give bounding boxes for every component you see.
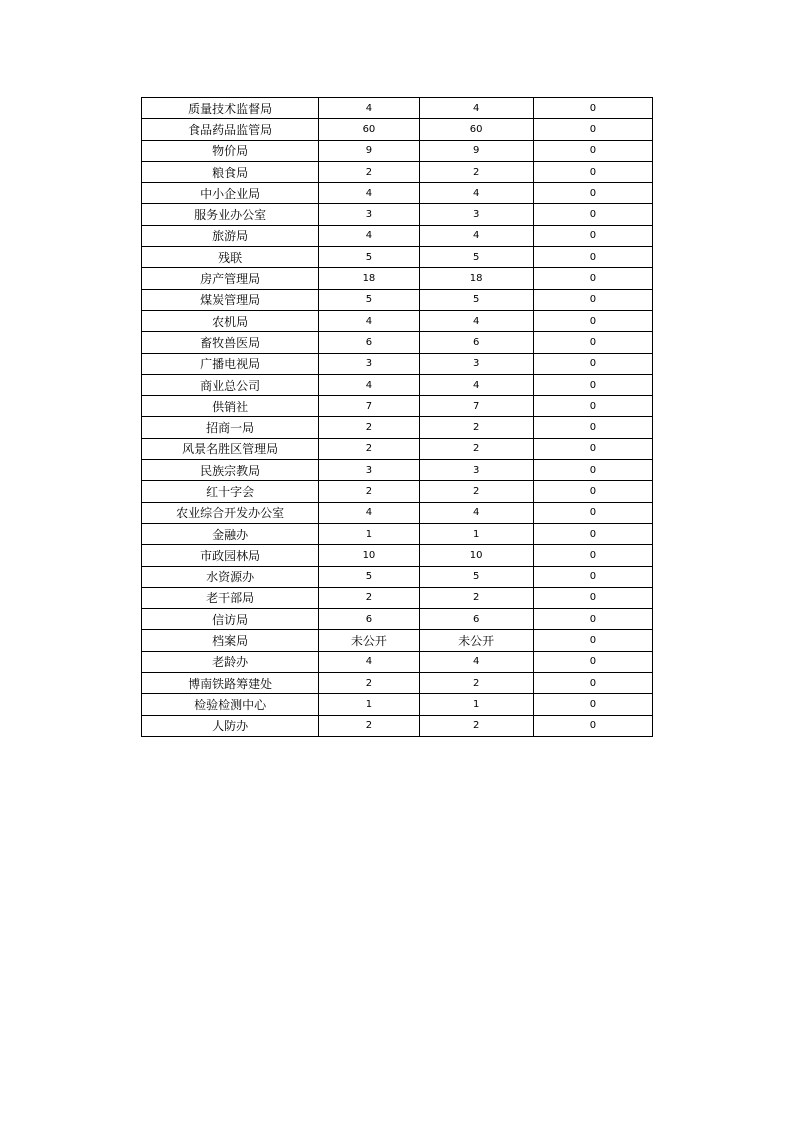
department-name-cell: 旅游局: [142, 225, 319, 246]
value-cell-1: 2: [319, 715, 419, 736]
value-cell-3: 0: [533, 609, 652, 630]
table-row: [142, 225, 653, 246]
value-cell-1: 6: [319, 332, 419, 353]
value-cell-3: 0: [533, 247, 652, 268]
department-name-cell: 档案局: [142, 630, 319, 651]
value-cell-2: 1: [419, 694, 533, 715]
table-row: [142, 161, 653, 182]
value-cell-2: 3: [419, 353, 533, 374]
value-cell-1: 4: [319, 374, 419, 395]
value-cell-3: 0: [533, 161, 652, 182]
value-cell-2: 60: [419, 119, 533, 140]
value-cell-3: 0: [533, 225, 652, 246]
table-row: [142, 630, 653, 651]
department-name-cell: 市政园林局: [142, 545, 319, 566]
value-cell-1: 2: [319, 481, 419, 502]
value-cell-2: 2: [419, 715, 533, 736]
value-cell-2: 4: [419, 310, 533, 331]
value-cell-1: 2: [319, 587, 419, 608]
value-cell-3: 0: [533, 438, 652, 459]
value-cell-2: 10: [419, 545, 533, 566]
value-cell-2: 18: [419, 268, 533, 289]
value-cell-1: 4: [319, 183, 419, 204]
department-name-cell: 招商一局: [142, 417, 319, 438]
table-row: [142, 715, 653, 736]
value-cell-3: 0: [533, 694, 652, 715]
department-name-cell: 金融办: [142, 523, 319, 544]
value-cell-3: 0: [533, 353, 652, 374]
value-cell-3: 0: [533, 204, 652, 225]
value-cell-2: 5: [419, 566, 533, 587]
department-name-cell: 红十字会: [142, 481, 319, 502]
department-name-cell: 检验检测中心: [142, 694, 319, 715]
value-cell-3: 0: [533, 268, 652, 289]
department-name-cell: 食品药品监管局: [142, 119, 319, 140]
value-cell-2: 4: [419, 374, 533, 395]
value-cell-1: 4: [319, 502, 419, 523]
value-cell-1: 2: [319, 417, 419, 438]
value-cell-1: 4: [319, 651, 419, 672]
table-row: [142, 651, 653, 672]
table-row: [142, 523, 653, 544]
table-row: [142, 204, 653, 225]
department-name-cell: 煤炭管理局: [142, 289, 319, 310]
value-cell-1: 4: [319, 98, 419, 119]
value-cell-3: 0: [533, 630, 652, 651]
table-row: [142, 502, 653, 523]
value-cell-3: 0: [533, 566, 652, 587]
value-cell-2: 5: [419, 247, 533, 268]
value-cell-3: 0: [533, 374, 652, 395]
value-cell-3: 0: [533, 715, 652, 736]
department-name-cell: 服务业办公室: [142, 204, 319, 225]
value-cell-2: 1: [419, 523, 533, 544]
table-row: [142, 247, 653, 268]
department-name-cell: 信访局: [142, 609, 319, 630]
value-cell-1: 1: [319, 694, 419, 715]
value-cell-1: 6: [319, 609, 419, 630]
value-cell-2: 9: [419, 140, 533, 161]
value-cell-2: 未公开: [419, 630, 533, 651]
table-row: [142, 140, 653, 161]
value-cell-1: 2: [319, 438, 419, 459]
value-cell-2: 4: [419, 183, 533, 204]
value-cell-1: 3: [319, 460, 419, 481]
value-cell-3: 0: [533, 673, 652, 694]
value-cell-2: 2: [419, 481, 533, 502]
value-cell-2: 3: [419, 204, 533, 225]
value-cell-2: 2: [419, 587, 533, 608]
table-row: [142, 183, 653, 204]
department-name-cell: 商业总公司: [142, 374, 319, 395]
department-name-cell: 供销社: [142, 396, 319, 417]
value-cell-1: 5: [319, 566, 419, 587]
value-cell-3: 0: [533, 289, 652, 310]
table-row: [142, 417, 653, 438]
value-cell-3: 0: [533, 332, 652, 353]
value-cell-3: 0: [533, 396, 652, 417]
table-row: [142, 460, 653, 481]
department-name-cell: 风景名胜区管理局: [142, 438, 319, 459]
table-row: [142, 438, 653, 459]
value-cell-2: 7: [419, 396, 533, 417]
value-cell-2: 4: [419, 225, 533, 246]
table-row: [142, 310, 653, 331]
value-cell-1: 10: [319, 545, 419, 566]
value-cell-2: 6: [419, 609, 533, 630]
department-name-cell: 质量技术监督局: [142, 98, 319, 119]
table-row: [142, 587, 653, 608]
department-name-cell: 人防办: [142, 715, 319, 736]
value-cell-2: 4: [419, 502, 533, 523]
value-cell-1: 1: [319, 523, 419, 544]
table-row: [142, 332, 653, 353]
value-cell-1: 未公开: [319, 630, 419, 651]
department-name-cell: 粮食局: [142, 161, 319, 182]
value-cell-3: 0: [533, 460, 652, 481]
table-row: [142, 481, 653, 502]
department-name-cell: 老干部局: [142, 587, 319, 608]
value-cell-3: 0: [533, 183, 652, 204]
value-cell-1: 3: [319, 353, 419, 374]
value-cell-1: 3: [319, 204, 419, 225]
value-cell-2: 6: [419, 332, 533, 353]
value-cell-1: 4: [319, 310, 419, 331]
department-name-cell: 水资源办: [142, 566, 319, 587]
table-row: [142, 396, 653, 417]
value-cell-1: 5: [319, 247, 419, 268]
value-cell-3: 0: [533, 310, 652, 331]
value-cell-3: 0: [533, 545, 652, 566]
table-row: [142, 98, 653, 119]
value-cell-2: 4: [419, 98, 533, 119]
value-cell-2: 3: [419, 460, 533, 481]
value-cell-3: 0: [533, 523, 652, 544]
value-cell-3: 0: [533, 651, 652, 672]
value-cell-2: 2: [419, 417, 533, 438]
value-cell-3: 0: [533, 481, 652, 502]
value-cell-3: 0: [533, 417, 652, 438]
table-row: [142, 609, 653, 630]
department-name-cell: 博南铁路筹建处: [142, 673, 319, 694]
value-cell-1: 60: [319, 119, 419, 140]
value-cell-1: 2: [319, 673, 419, 694]
value-cell-3: 0: [533, 587, 652, 608]
table-row: [142, 353, 653, 374]
table-row: [142, 673, 653, 694]
department-name-cell: 畜牧兽医局: [142, 332, 319, 353]
table-body: [142, 98, 653, 737]
value-cell-1: 5: [319, 289, 419, 310]
department-name-cell: 广播电视局: [142, 353, 319, 374]
department-name-cell: 农机局: [142, 310, 319, 331]
table-row: [142, 694, 653, 715]
value-cell-1: 9: [319, 140, 419, 161]
value-cell-3: 0: [533, 502, 652, 523]
value-cell-2: 4: [419, 651, 533, 672]
value-cell-1: 2: [319, 161, 419, 182]
department-name-cell: 物价局: [142, 140, 319, 161]
table-row: [142, 119, 653, 140]
value-cell-3: 0: [533, 98, 652, 119]
value-cell-1: 4: [319, 225, 419, 246]
value-cell-1: 7: [319, 396, 419, 417]
value-cell-3: 0: [533, 119, 652, 140]
table-row: [142, 374, 653, 395]
table-row: [142, 268, 653, 289]
value-cell-3: 0: [533, 140, 652, 161]
department-name-cell: 民族宗教局: [142, 460, 319, 481]
value-cell-2: 2: [419, 161, 533, 182]
value-cell-2: 2: [419, 673, 533, 694]
table-row: [142, 566, 653, 587]
table-row: [142, 289, 653, 310]
department-name-cell: 残联: [142, 247, 319, 268]
value-cell-1: 18: [319, 268, 419, 289]
value-cell-2: 5: [419, 289, 533, 310]
department-table: [141, 97, 653, 737]
table-row: [142, 545, 653, 566]
department-name-cell: 农业综合开发办公室: [142, 502, 319, 523]
value-cell-2: 2: [419, 438, 533, 459]
department-name-cell: 老龄办: [142, 651, 319, 672]
department-name-cell: 中小企业局: [142, 183, 319, 204]
department-name-cell: 房产管理局: [142, 268, 319, 289]
